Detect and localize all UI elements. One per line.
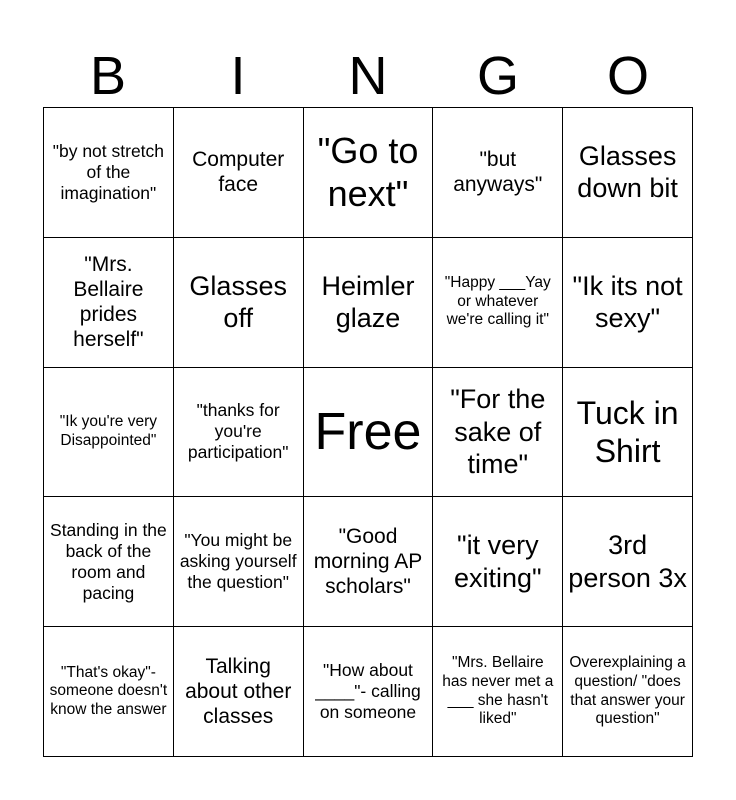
bingo-header: [43, 46, 693, 106]
cell-text: "Mrs. Bellaire prides herself": [73, 252, 144, 352]
cell-text: Tuck in Shirt: [576, 394, 679, 469]
cell-text: "by not stretch of the imagination": [52, 140, 165, 203]
bingo-cell-free[interactable]: [304, 368, 434, 498]
bingo-cell-r5-c5[interactable]: [563, 627, 693, 757]
cell-text: Standing in the back of the room and pacing: [50, 519, 167, 603]
header-letter-i: I: [230, 46, 246, 106]
bingo-cell-r2-c2[interactable]: [174, 238, 304, 368]
cell-text: "How about ____"- calling on someone: [315, 660, 421, 723]
bingo-cell-r2-c3[interactable]: [304, 238, 434, 368]
bingo-cell-r1-c3[interactable]: [304, 108, 434, 238]
header-letter-b: B: [89, 46, 127, 106]
bingo-cell-r4-c3[interactable]: [304, 497, 434, 627]
bingo-cell-r3-c4[interactable]: [433, 368, 563, 498]
cell-text: "Ik its not sexy": [572, 270, 683, 334]
bingo-cell-r2-c4[interactable]: [433, 238, 563, 368]
cell-text: "Go to next": [317, 130, 419, 215]
bingo-cell-r3-c5[interactable]: [563, 368, 693, 498]
cell-text: "Happy ___Yay or whatever we're calling it": [444, 274, 551, 329]
bingo-cell-r1-c1[interactable]: [44, 108, 174, 238]
bingo-cell-r5-c4[interactable]: [433, 627, 563, 757]
cell-text: Glasses down bit: [577, 141, 678, 204]
bingo-board: [43, 107, 693, 757]
cell-text: Glasses off: [189, 270, 287, 334]
cell-text: "Ik you're very Disappointed": [59, 413, 157, 449]
cell-text: "it very exiting": [453, 530, 542, 593]
bingo-cell-r2-c5[interactable]: [563, 238, 693, 368]
cell-text: "but anyways": [453, 148, 543, 197]
header-letter-g: G: [476, 46, 519, 106]
bingo-cell-r4-c2[interactable]: [174, 497, 304, 627]
bingo-cell-r3-c1[interactable]: [44, 368, 174, 498]
cell-text: "Good morning AP scholars": [313, 525, 423, 599]
bingo-cell-r4-c5[interactable]: [563, 497, 693, 627]
bingo-cell-r2-c1[interactable]: [44, 238, 174, 368]
cell-text: Talking about other classes: [185, 654, 292, 729]
header-letter-o: O: [606, 46, 649, 106]
cell-text: "That's okay"- someone doesn't know the answer: [49, 663, 168, 718]
cell-text: "You might be asking yourself the question": [179, 530, 297, 593]
cell-text: Heimler glaze: [321, 270, 415, 334]
bingo-cell-r5-c2[interactable]: [174, 627, 304, 757]
bingo-cell-r5-c1[interactable]: [44, 627, 174, 757]
bingo-cell-r4-c4[interactable]: [433, 497, 563, 627]
cell-text: "For the sake of time": [450, 384, 546, 480]
cell-text: Overexplaining a question/ "does that answer your question": [569, 654, 686, 728]
bingo-cell-r1-c5[interactable]: [563, 108, 693, 238]
cell-text: 3rd person 3x: [568, 530, 687, 593]
bingo-cell-r1-c2[interactable]: [174, 108, 304, 238]
bingo-cell-r1-c4[interactable]: [433, 108, 563, 238]
free-space-text: Free: [314, 402, 422, 461]
cell-text: "Mrs. Bellaire has never met a ___ she hasn't liked": [442, 654, 554, 728]
bingo-cell-r3-c2[interactable]: [174, 368, 304, 498]
cell-text: Computer face: [192, 148, 285, 197]
bingo-cell-r4-c1[interactable]: [44, 497, 174, 627]
header-letter-n: N: [348, 46, 388, 106]
cell-text: "thanks for you're participation": [187, 400, 289, 463]
bingo-cell-r5-c3[interactable]: [304, 627, 434, 757]
